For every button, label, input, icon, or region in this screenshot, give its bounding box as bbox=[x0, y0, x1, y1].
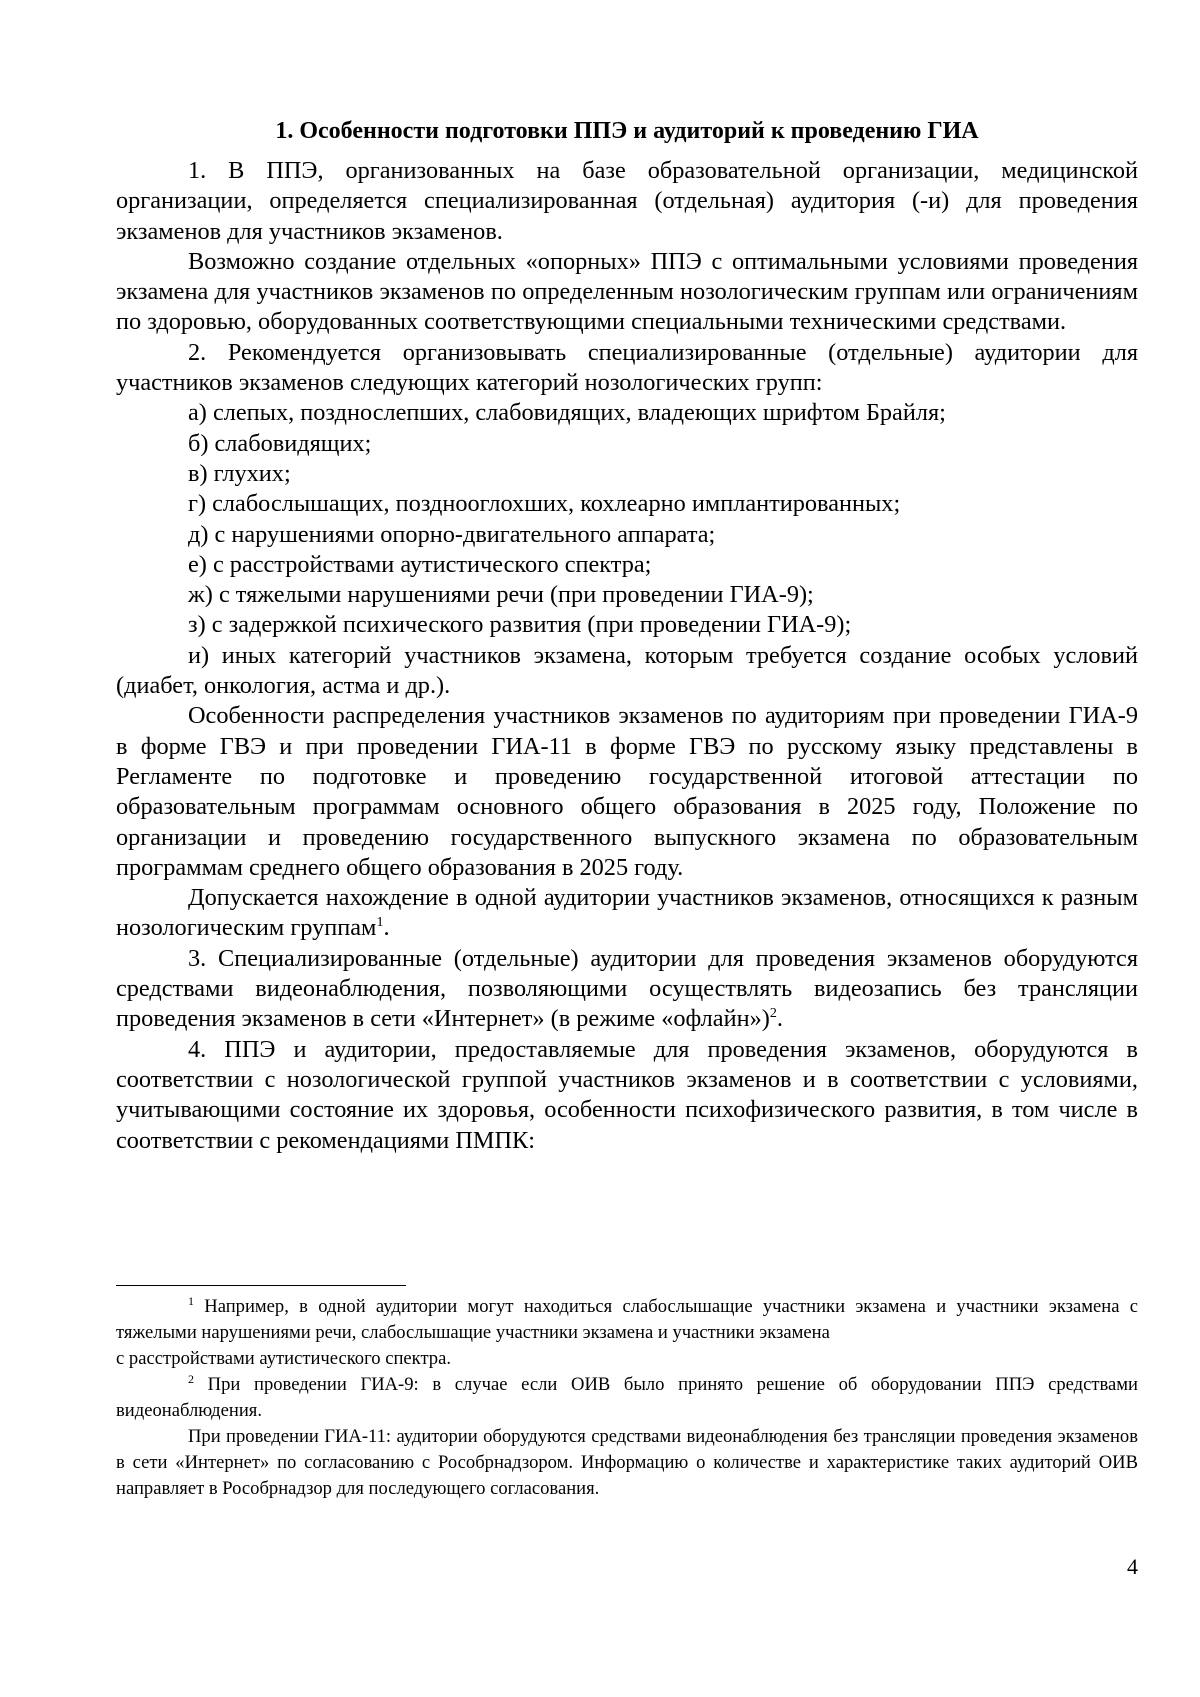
footnote-ref-2: 2 bbox=[769, 1006, 777, 1022]
page-number: 4 bbox=[1127, 1554, 1138, 1579]
footnote-2-continued: При проведении ГИА-11: аудитории оборудуются средствами видеонаблюдения без трансляции проведения экзаменов в сети «Интернет» по согласованию с Рособрнадзором. Информацию о количестве и характеристике таких аудиторий ОИВ направляет в Рособрнадзор для последующего согласования. bbox=[116, 1426, 1138, 1499]
paragraph-3-video: 3. Специализированные (отдельные) аудитории для проведения экзаменов оборудуются средствами видеонаблюдения, позволяющими осуществлять видеозапись без трансляции проведения экзаменов в сети «Интернет» (в режиме «офлайн»)$^2$. bbox=[116, 944, 1138, 1033]
footnote-marker-1: 1 bbox=[188, 1293, 194, 1308]
footnote-ref-1: 1 bbox=[376, 915, 384, 931]
footnote-2: $^2$ При проведении ГИА-9: в случае если ОИВ было принято решение об оборудовании ППЭ средствами видеонаблюдения. bbox=[116, 1371, 1138, 1421]
list-item-i: и) иных категорий участников экзамена, которым требуется создание особых условий (диабет, онкология, астма и др.). bbox=[116, 641, 1138, 700]
list-item-d: д) с нарушениями опорно-двигательного аппарата; bbox=[188, 520, 716, 548]
list-item-v: в) глухих; bbox=[188, 459, 291, 487]
list-item-zh: ж) с тяжелыми нарушениями речи (при проведении ГИА-9); bbox=[188, 581, 814, 609]
main-content bbox=[116, 116, 1138, 1156]
paragraph-4-equipment: 4. ППЭ и аудитории, предоставляемые для проведения экзаменов, оборудуются в соответствии с нозологической группой участников экзаменов и в соответствии с условиями, учитывающими состояние их здоровья, особенности психофизического развития, в том числе в соответствии с рекомендациями ПМПК: bbox=[116, 1035, 1138, 1154]
list-item-g: г) слабослышащих, позднооглохших, кохлеарно имплантированных; bbox=[188, 490, 901, 518]
body-text bbox=[116, 156, 1138, 1156]
paragraph-3: 2. Рекомендуется организовывать специализированные (отдельные) аудитории для участников экзаменов следующих категорий нозологических групп: bbox=[116, 338, 1138, 397]
list-item-e: е) с расстройствами аутистического спектра; bbox=[188, 550, 652, 578]
footnote-1-continued: с расстройствами аутистического спектра. bbox=[116, 1348, 452, 1369]
footnotes bbox=[116, 1285, 1138, 1502]
list-item-z: з) с задержкой психического развития (при проведении ГИА-9); bbox=[188, 611, 852, 639]
list-item-a: а) слепых, позднослепших, слабовидящих, владеющих шрифтом Брайля; bbox=[188, 399, 946, 427]
section-title: 1. Особенности подготовки ППЭ и аудиторий к проведению ГИА bbox=[275, 118, 979, 144]
footnote-1: $^1$ Например, в одной аудитории могут находиться слабослышащие участники экзамена и участники экзамена с тяжелыми нарушениями речи, слабослышащие участники экзамена и участники экзамена bbox=[116, 1293, 1138, 1343]
paragraph-distribution: Особенности распределения участников экзаменов по аудиториям при проведении ГИА-9 в форме ГВЭ и при проведении ГИА-11 в форме ГВЭ по русскому языку представлены в Регламенте по подготовке и проведению государственной итоговой аттестации по образовательным программам основного общего образования в 2025 году, Положение по организации и проведению государственного выпускного экзамена по образовательным программам среднего общего образования в 2025 году. bbox=[116, 702, 1138, 881]
list-item-b: б) слабовидящих; bbox=[188, 429, 372, 457]
paragraph-allowed: Допускается нахождение в одной аудитории участников экзаменов, относящихся к разным нозологическим группам$^1$. bbox=[116, 884, 1138, 942]
paragraph-1: 1. В ППЭ, организованных на базе образовательной организации, медицинской организации, определяется специализированная (отдельная) аудитория (-и) для проведения экзаменов для участников экзаменов. bbox=[116, 157, 1138, 245]
footnote-separator bbox=[116, 1285, 406, 1286]
paragraph-2: Возможно создание отдельных «опорных» ППЭ с оптимальными условиями проведения экзамена для участников экзаменов по определенным нозологическим группам или ограничениям по здоровью, оборудованных соответствующими специальными техническими средствами. bbox=[116, 247, 1138, 336]
footnote-marker-2: 2 bbox=[188, 1371, 194, 1386]
